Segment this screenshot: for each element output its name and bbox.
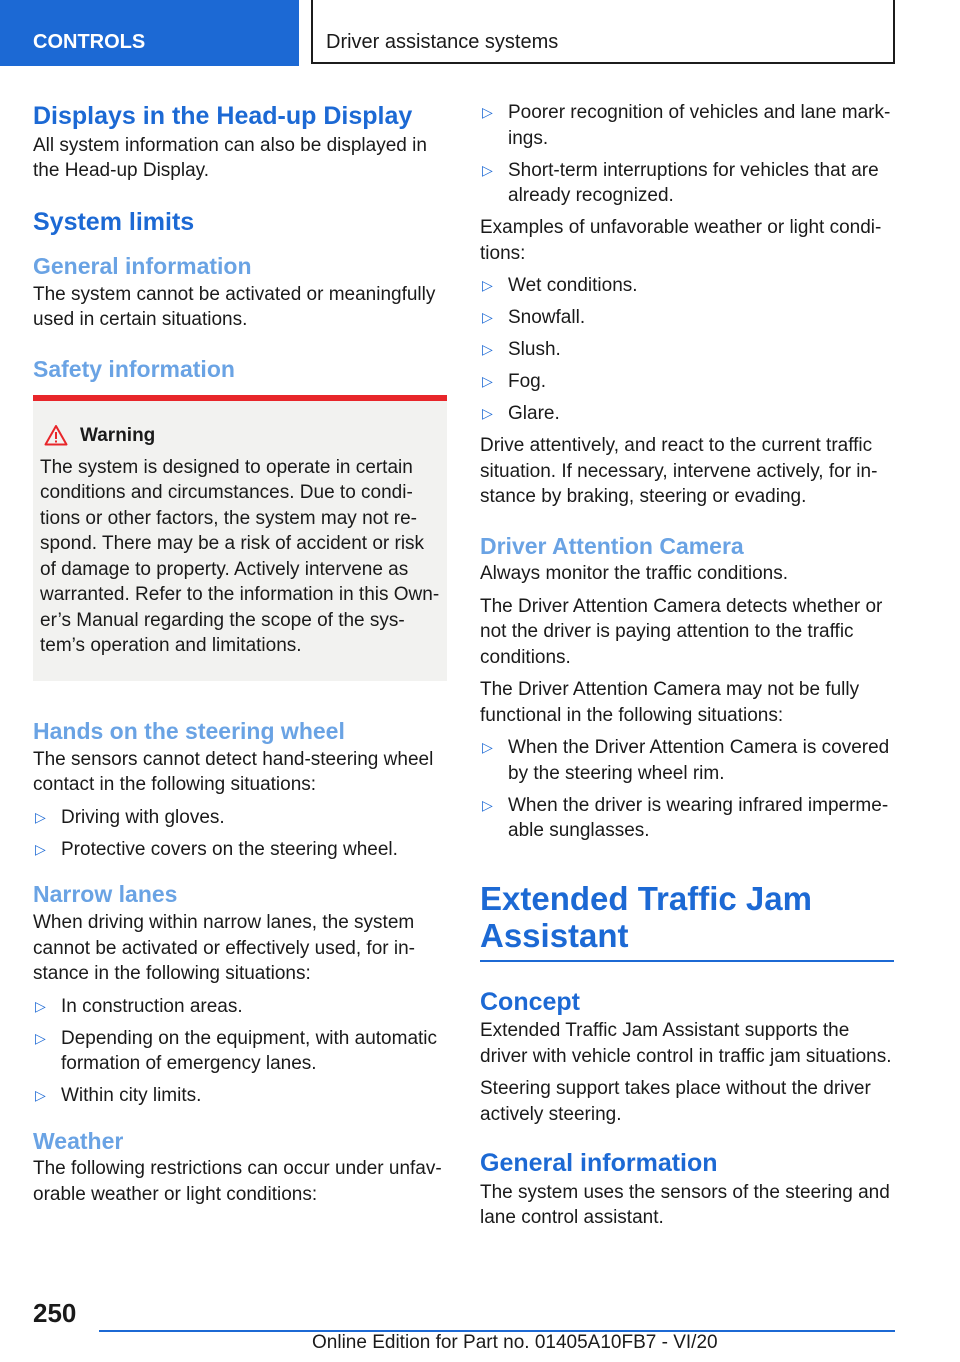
- list-item: [33, 1083, 447, 1109]
- hands-list: [33, 805, 447, 863]
- narrow-list: [33, 994, 447, 1109]
- list-item-text: Depending on the equipment, with automatic formation of emergency lanes.: [61, 1027, 438, 1075]
- list-item: [33, 805, 447, 831]
- bullet-triangle-icon: ▷: [35, 808, 46, 825]
- list-item: [33, 837, 447, 863]
- section-tab: [0, 0, 299, 66]
- list-item: [480, 337, 894, 363]
- list-item: [480, 793, 894, 844]
- list-item-text: Wet conditions.: [508, 275, 638, 296]
- list-item: [33, 994, 447, 1020]
- camera-list: [480, 735, 894, 844]
- warning-title: [40, 423, 440, 448]
- bullet-triangle-icon: ▷: [482, 309, 493, 325]
- section-label: CONTROLS: [33, 31, 146, 53]
- general-info-text: The system cannot be activated or meaningfully used in certain situations.: [33, 283, 436, 331]
- drive-attentively-text: Drive attentively, and react to the current traffic situation. If necessary, intervene actively, for instance by braking, steering or evading.: [480, 435, 878, 507]
- list-item: [33, 1026, 447, 1077]
- hud-heading: Displays in the Head-up Display: [33, 102, 413, 130]
- bullet-triangle-icon: ▷: [35, 997, 46, 1014]
- right-column: [480, 100, 894, 1238]
- list-item-text: Poorer recognition of vehicles and lane markings.: [508, 102, 891, 149]
- tja-general-heading: General information: [480, 1149, 718, 1178]
- list-item-text: In construction areas.: [61, 995, 243, 1017]
- list-item: [480, 158, 894, 209]
- list-item: [480, 735, 894, 786]
- concept-text-1: Extended Traffic Jam Assistant supports the driver with vehicle control in traffic jam situations.: [480, 1020, 892, 1067]
- edition-footer: Online Edition for Part no. 01405A10FB7 - VI/20: [312, 1332, 718, 1353]
- limits-heading: System limits: [33, 207, 195, 236]
- bullet-triangle-icon: ▷: [482, 796, 493, 813]
- concept-text-2: Steering support takes place without the driver actively steering.: [480, 1078, 871, 1125]
- list-item-text: Protective covers on the steering wheel.: [61, 838, 398, 860]
- list-item-text: Snowfall.: [508, 307, 586, 328]
- examples-text: Examples of unfavorable weather or light conditions:: [480, 217, 882, 264]
- weather-text: The following restrictions can occur under unfavorable weather or light conditions:: [33, 1158, 442, 1205]
- examples-list: [480, 273, 894, 427]
- bullet-triangle-icon: ▷: [35, 1087, 46, 1104]
- list-item-text: Driving with gloves.: [61, 806, 225, 828]
- list-item-text: Slush.: [508, 339, 561, 360]
- list-item: [480, 401, 894, 427]
- narrow-text: When driving within narrow lanes, the system cannot be activated or effectively used, for instance in the following situations:: [33, 912, 415, 985]
- bullet-triangle-icon: ▷: [482, 405, 493, 421]
- left-column: [33, 100, 447, 1214]
- chapter-label: Driver assistance systems: [326, 31, 559, 53]
- safety-heading: Safety information: [33, 355, 235, 382]
- tja-general-text: The system uses the sensors of the steering and lane control assistant.: [480, 1181, 890, 1229]
- camera-text-2: The Driver Attention Camera detects whether or not the driver is paying attention to the traffic conditions.: [480, 595, 883, 668]
- warning-box: [33, 395, 447, 681]
- warning-triangle-icon: [44, 424, 68, 446]
- general-info-heading: General information: [33, 253, 252, 279]
- camera-text-1: Always monitor the traffic conditions.: [480, 563, 789, 585]
- hands-heading: Hands on the steering wheel: [33, 717, 345, 744]
- list-item: [480, 305, 894, 331]
- tja-heading: Extended Traffic Jam Assistant: [480, 880, 894, 962]
- bullet-triangle-icon: ▷: [482, 341, 493, 357]
- camera-heading: Driver Attention Camera: [480, 532, 744, 559]
- chapter-header: [311, 0, 895, 64]
- weather-heading: Weather: [33, 1127, 124, 1154]
- bullet-triangle-icon: ▷: [35, 840, 46, 857]
- list-item: [480, 273, 894, 299]
- list-item-text: When the driver is wearing infrared impermeable sunglasses.: [508, 794, 889, 842]
- list-item: [480, 369, 894, 395]
- list-item: [480, 100, 894, 151]
- list-item-text: Short-term interruptions for vehicles that are already recognized.: [508, 159, 879, 206]
- bullet-triangle-icon: ▷: [482, 739, 493, 756]
- warning-title-text: Warning: [80, 424, 156, 446]
- narrow-heading: Narrow lanes: [33, 881, 178, 908]
- bullet-triangle-icon: ▷: [482, 161, 493, 178]
- weather-list: [480, 100, 894, 209]
- bullet-triangle-icon: ▷: [482, 373, 493, 389]
- camera-text-3: The Driver Attention Camera may not be fully functional in the following situations:: [480, 679, 860, 726]
- list-item-text: Fog.: [508, 371, 547, 392]
- hands-text: The sensors cannot detect hand-steering wheel contact in the following situations:: [33, 748, 434, 796]
- bullet-triangle-icon: ▷: [482, 104, 493, 120]
- warning-text: The system is designed to operate in certain conditions and circumstances. Due to conditions or other factors, the system may not respond. There may be a risk of accident or risk of damage to property. Actively intervene as warranted. Refer to the information in this Owner’s Manual regarding the scope of the system’s operation and limitations.: [40, 456, 440, 657]
- bullet-triangle-icon: ▷: [482, 277, 493, 293]
- concept-heading: Concept: [480, 987, 580, 1016]
- list-item-text: Glare.: [508, 403, 560, 424]
- list-item-text: When the Driver Attention Camera is covered by the steering wheel rim.: [508, 737, 890, 784]
- page-number: 250: [33, 1298, 77, 1328]
- list-item-text: Within city limits.: [61, 1085, 202, 1107]
- hud-text: All system information can also be displayed in the Head-up Display.: [33, 134, 427, 181]
- bullet-triangle-icon: ▷: [35, 1029, 46, 1046]
